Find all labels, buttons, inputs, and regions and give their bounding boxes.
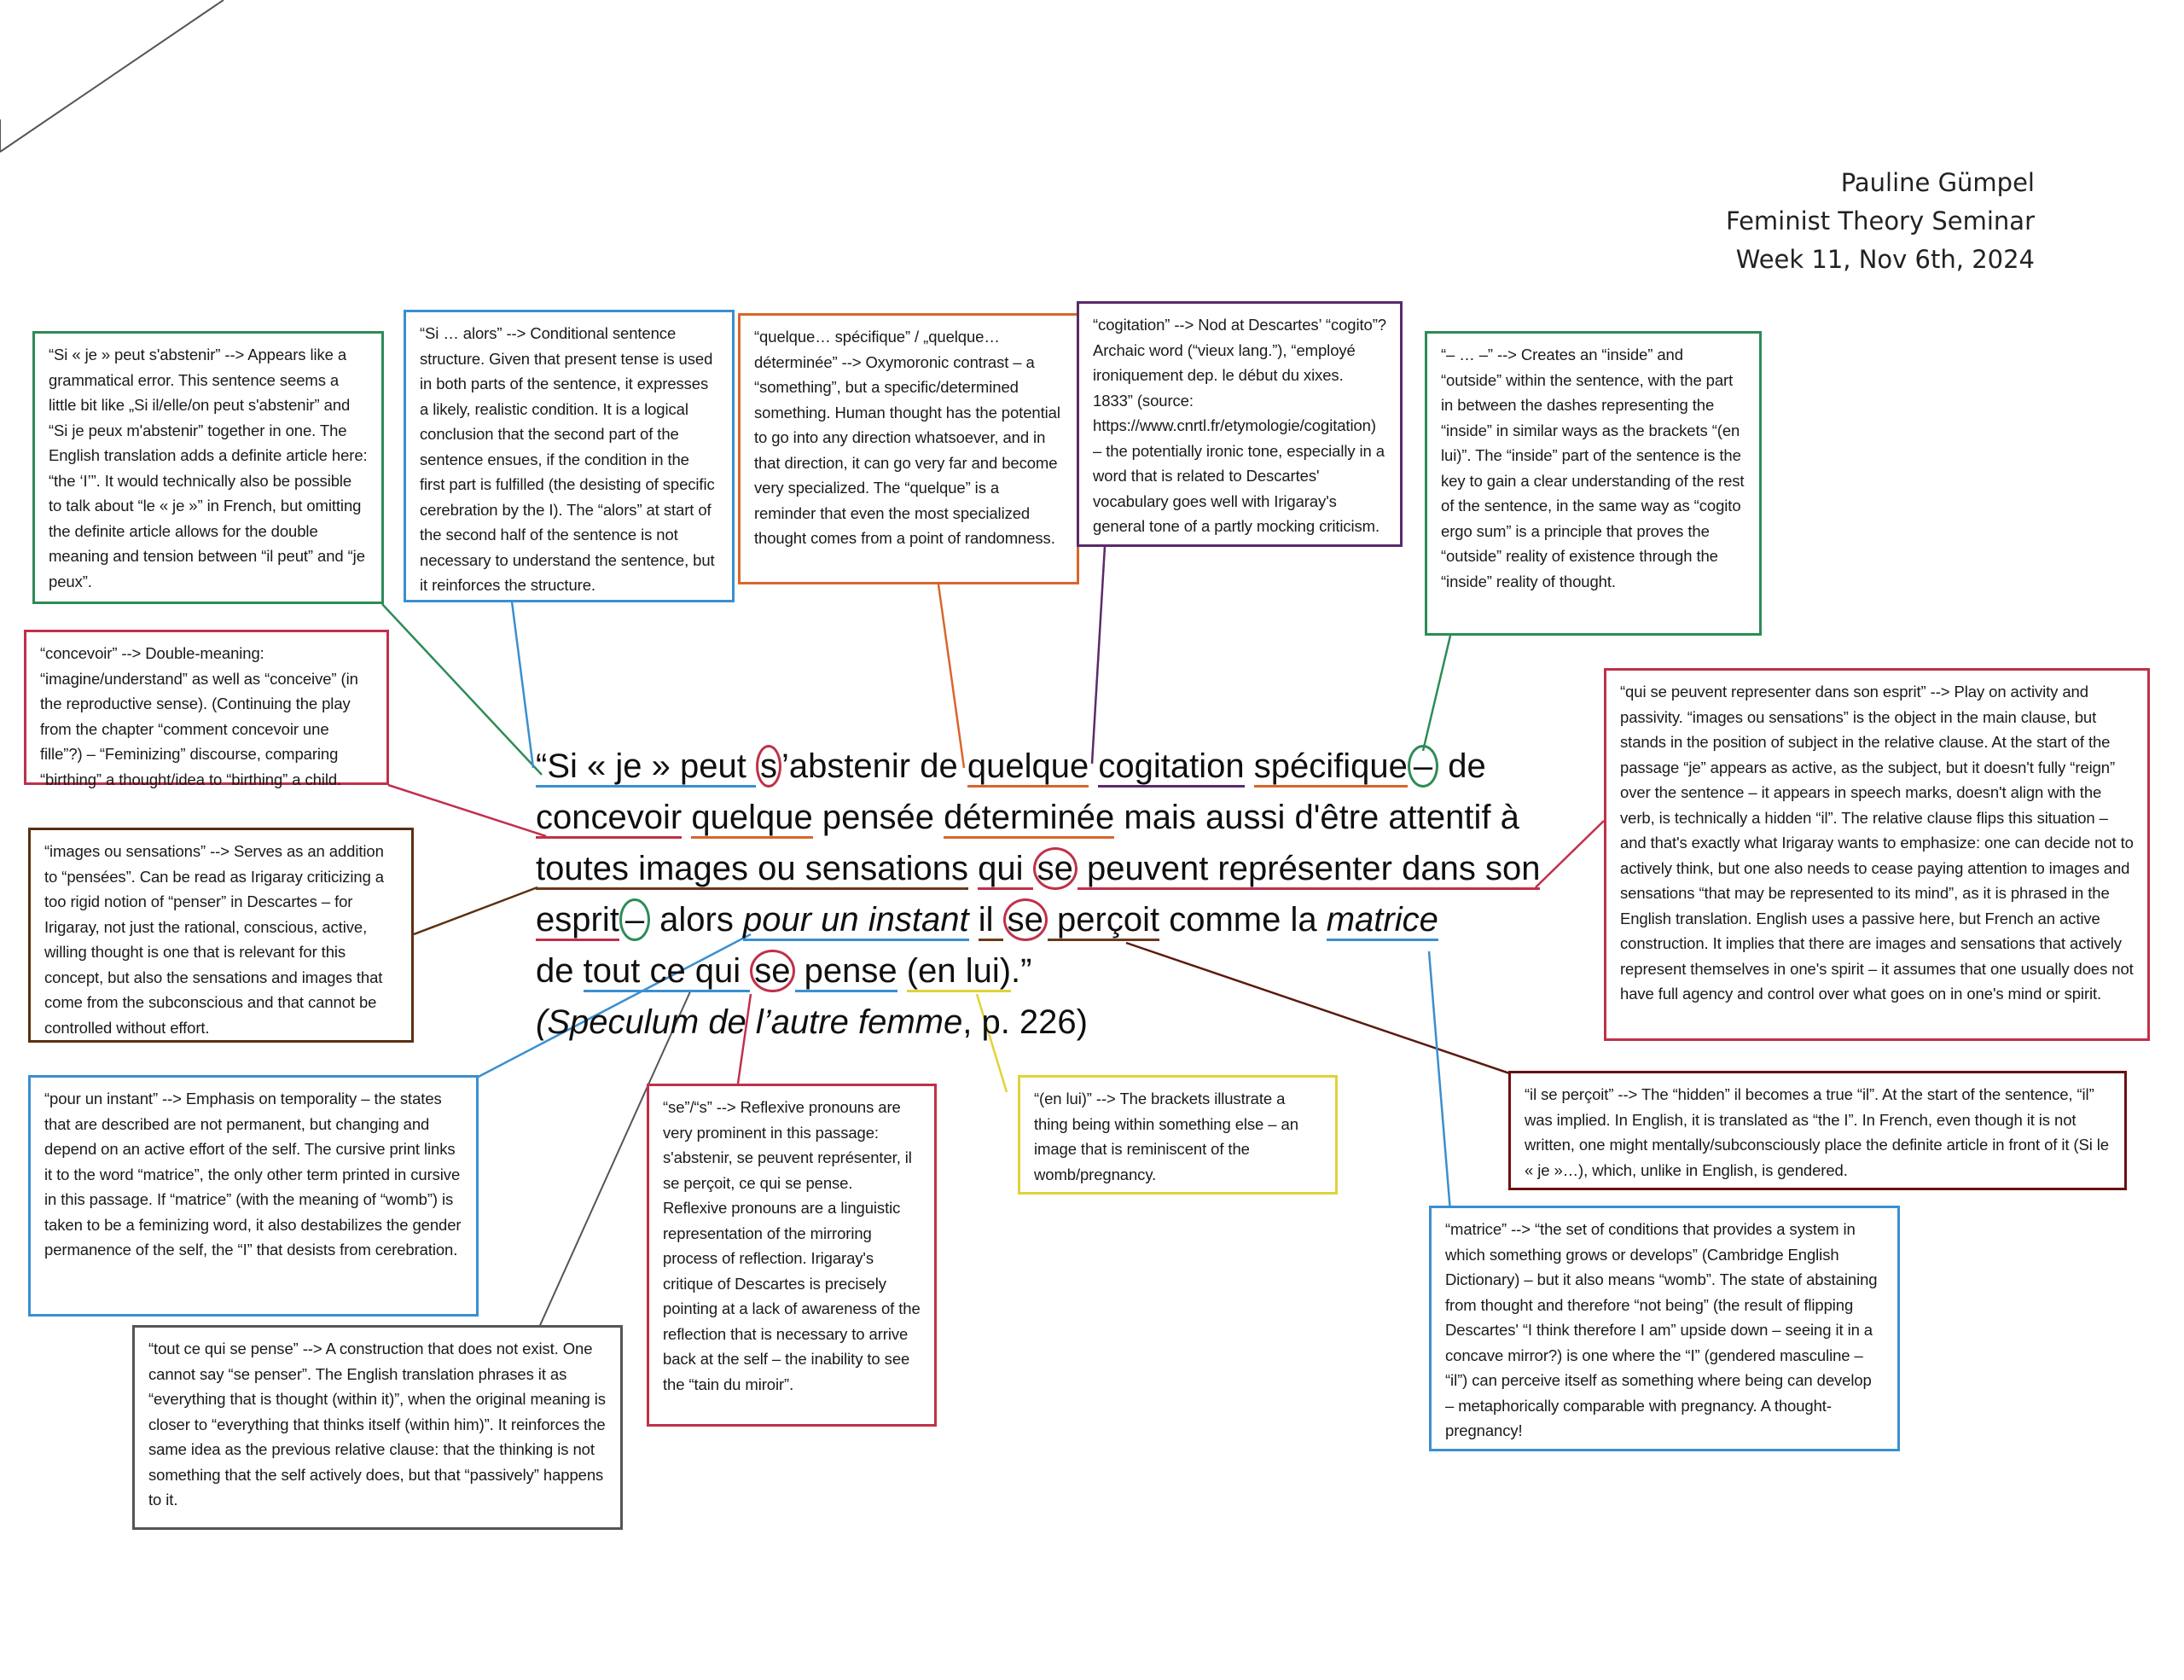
peuvent-phrase: peuvent représenter dans son bbox=[1077, 850, 1541, 890]
quote-line-5 bbox=[536, 945, 1551, 997]
qui-word: qui bbox=[978, 850, 1033, 890]
note-text: “matrice” --> “the set of conditions that provides a system in which something grows or develops” (Cambridge English Dictionary) – but it also means “womb”. The state of abstaining from thought and therefore “not being” (the result of flipping Descartes' “I think therefore I am” upside down – seeing it in a concave mirror?) is one where the “I” (gendered masculine – “il”) can perceive itself as something where being can develop – metaphorically comparable with pregnancy. A thought-pregnancy! bbox=[1445, 1220, 1878, 1439]
quote-line-4 bbox=[536, 894, 1551, 945]
pour-un-instant-phrase: pour un instant bbox=[743, 901, 969, 941]
note-text: “tout ce qui se pense” --> A construction that does not exist. One cannot say “se penser”. The English translation phrases it as “everything that is thought (within it)”, when the original meaning is closer to “everything that thinks itself (within him)”. It reinforces the same idea as the previous relative clause: that the thinking is not something that the self actively does, but that “passively” happens to it. bbox=[148, 1340, 606, 1509]
note-se bbox=[647, 1084, 937, 1427]
percoit-word: perçoit bbox=[1048, 901, 1159, 941]
quote-fragment: ’abstenir de bbox=[781, 747, 967, 785]
quote-fragment: .” bbox=[1011, 952, 1032, 990]
quote-fragment: de bbox=[536, 952, 584, 990]
tout-ce-qui-phrase: tout ce qui bbox=[584, 952, 751, 992]
page-corner-fold bbox=[0, 0, 224, 152]
note-text: “Si « je » peut s'abstenir” --> Appears like a grammatical error. This sentence seems a little bit like „Si il/elle/on peut s'abstenir” and “Si je peux m'abstenir” together in one. The English translation adds a definite article here: “the ‘I’”. It would technically also be possible to talk about “le « je »” in French, but omitting the definite article allows for the double meaning and tension between “il peut” and “je peux”. bbox=[49, 346, 368, 590]
il-word: il bbox=[979, 901, 1003, 941]
note-text: “Si … alors” --> Conditional sentence structure. Given that present tense is used in both parts of the sentence, it expresses a likely, realistic condition. It is a logical conclusion that the second part of the sentence ensues, if the condition in the first part is fulfilled (the desisting of specific cerebration by the I). The “alors” at start of the second half of the sentence is not necessary to understand the sentence, but it reinforces the structure. bbox=[420, 324, 715, 594]
document-header bbox=[1726, 164, 2035, 279]
note-si-je bbox=[32, 331, 384, 604]
note-text: “images ou sensations” --> Serves as an addition to “pensées”. Can be read as Irigaray criticizing a too rigid notion of “penser” in Descartes – for Irigaray, not just the rational, conscious, active, willing thought is one that is relevant for this concept, but also the sensations and images that come from the subconscious and that cannot be controlled without effort. bbox=[44, 842, 384, 1037]
matrice-word: matrice bbox=[1327, 901, 1438, 941]
quote-fragment: mais aussi d'être attentif à bbox=[1114, 799, 1519, 836]
en-lui-phrase: (en lui) bbox=[907, 952, 1011, 992]
quote-line-2 bbox=[536, 792, 1551, 843]
quote-line-1 bbox=[536, 741, 1551, 792]
dash-circle: – bbox=[1408, 745, 1438, 788]
specifique-word: spécifique bbox=[1254, 747, 1408, 788]
se-circle: s bbox=[756, 745, 781, 788]
note-cogitation bbox=[1077, 301, 1403, 547]
concevoir-word: concevoir bbox=[536, 799, 682, 839]
quote-fragment: de bbox=[1438, 747, 1486, 785]
quote-fragment bbox=[969, 901, 979, 939]
author-name: Pauline Gümpel bbox=[1840, 168, 2035, 197]
note-text: “il se perçoit” --> The “hidden” il becomes a true “il”. At the start of the sentence, “il” was implied. In English, it is translated as “the I”. In French, even though it is not written, one might mentally/subconsciously place the definite article in front of it (Si le « je »…), which, unlike in English, is gendered. bbox=[1525, 1085, 2109, 1179]
quelque-word-2: quelque bbox=[691, 799, 812, 839]
connector-images bbox=[414, 887, 537, 934]
quote-fragment bbox=[968, 850, 978, 887]
quote-fragment: , p. 226) bbox=[962, 1003, 1088, 1041]
quote-fragment: “Si « je » peut bbox=[536, 747, 756, 788]
connector-si-je bbox=[382, 604, 542, 775]
note-concevoir bbox=[24, 630, 389, 788]
note-text: “qui se peuvent representer dans son esprit” --> Play on activity and passivity. “images ou sensations” is the object in the main clause, but stands in the position of subject in the relative clause. At the start of the passage “je” appears as active, as the subject, but it doesn't fully “reign” over the sentence – it appears in speech marks, doesn't align with the verb, is technically a hidden “il”. The relative clause flips this situation – and that's exactly what Irigaray wants to emphasize: one can decide not to actively think, but one also needs to cease paying attention to images and sensations “that may be represented to its mind”, as it is phrased in the English translation. English uses a passive here, but French an active construction. It implies that there are images and sensations that actively represent themselves in one's spirit – it assumes that one usually does not have full agency and control over what goes on in one's mind or spirit. bbox=[1620, 683, 2134, 1003]
note-images bbox=[28, 828, 414, 1043]
esprit-word: esprit bbox=[536, 901, 619, 941]
source-title: Speculum de l’autre femme bbox=[547, 1003, 963, 1041]
se-circle: se bbox=[1033, 847, 1077, 890]
note-text: “– … –” --> Creates an “inside” and “outside” within the sentence, with the part in between the dashes representing the “inside” in similar ways as the brackets “(en lui)”. The “inside” part of the sentence is the key to gain a clear understanding of the rest of the sentence, in the same way as “cogito ergo sum” is a principle that proves the “outside” reality of existence through the “inside” reality of thought. bbox=[1441, 346, 1745, 590]
note-instant bbox=[28, 1075, 479, 1317]
quote-line-3 bbox=[536, 843, 1551, 894]
quote-fragment: pensée bbox=[812, 799, 944, 836]
quote-fragment: ( bbox=[536, 1003, 548, 1041]
note-tout-ce bbox=[132, 1325, 623, 1530]
quote-fragment: comme la bbox=[1159, 901, 1327, 939]
note-text: “quelque… spécifique” / „quelque… déterminée” --> Oxymoronic contrast – a “something”, but a specific/determined something. Human thought has the potential to go into any direction whatsoever, and in that direction, it can go very far and become very specialized. The “quelque” is a reminder that even the most specialized thought comes from a point of randomness. bbox=[754, 328, 1060, 547]
quote-citation bbox=[536, 997, 1551, 1048]
dash-circle: – bbox=[619, 898, 650, 941]
note-dashes bbox=[1425, 331, 1762, 636]
note-text: “concevoir” --> Double-meaning: “imagine/understand” as well as “conceive” (in the reproductive sense). (Continuing the play from the chapter “comment concevoir une fille”?) – “Feminizing” discourse, comparing “birthing” a thought/idea to “birthing” a child. bbox=[40, 644, 358, 788]
quote-fragment bbox=[1089, 747, 1098, 785]
note-text: “(en lui)” --> The brackets illustrate a thing being within something else – an image that is reminiscent of the womb/pregnancy. bbox=[1034, 1090, 1298, 1183]
connector-dashes bbox=[1423, 636, 1450, 751]
connector-cogitation bbox=[1092, 546, 1105, 764]
quote-fragment bbox=[1245, 747, 1254, 785]
quote-fragment bbox=[682, 799, 691, 836]
course-name: Feminist Theory Seminar bbox=[1726, 206, 2035, 235]
note-text: “pour un instant” --> Emphasis on temporality – the states that are described are not permanent, but changing and depend on an active effort of the self. The cursive print links it to the word “matrice”, the only other term printed in cursive in this passage. If “matrice” (with the meaning of “womb”) is taken to be a feminizing word, it also destabilizes the gender permanence of the self, the “I” that desists from cerebration. bbox=[44, 1090, 462, 1259]
document-date: Week 11, Nov 6th, 2024 bbox=[1735, 245, 2035, 274]
connector-si-alors bbox=[512, 602, 533, 768]
quote-fragment bbox=[897, 952, 907, 990]
pense-word: pense bbox=[795, 952, 897, 992]
cogitation-word: cogitation bbox=[1098, 747, 1244, 788]
quote-fragment: alors bbox=[650, 901, 743, 939]
note-si-alors bbox=[404, 310, 735, 602]
se-circle: se bbox=[750, 950, 794, 992]
quelque-word: quelque bbox=[967, 747, 1089, 788]
determinee-word: déterminée bbox=[944, 799, 1114, 839]
note-quelque bbox=[738, 313, 1079, 584]
images-phrase: toutes images ou sensations bbox=[536, 850, 968, 890]
note-qui-se bbox=[1604, 668, 2150, 1041]
note-text: “se”/“s” --> Reflexive pronouns are very prominent in this passage: s'abstenir, se peuvent représenter, il se perçoit, ce qui se pense. Reflexive pronouns are a linguistic representation of the mirroring process of reflection. Irigaray's critique of Descartes is precisely pointing at a lack of awareness of the reflection that is necessary to arrive back at the self – the inability to see the “tain du miroir”. bbox=[663, 1098, 921, 1393]
note-en-lui bbox=[1018, 1075, 1338, 1195]
note-matrice bbox=[1429, 1206, 1900, 1451]
note-text: “cogitation” --> Nod at Descartes’ “cogito”? Archaic word (“vieux lang.”), “employé ironiquement dep. le début du xixes. 1833” (source: https://www.cnrtl.fr/etymologie/cogitation) – the potentially ironic tone, especially in a word that is related to Descartes' vocabulary goes well with Irigaray's general tone of a partly mocking criticism. bbox=[1093, 316, 1386, 535]
se-circle: se bbox=[1003, 898, 1048, 941]
note-il-se bbox=[1508, 1071, 2127, 1190]
quoted-passage bbox=[536, 741, 1551, 1048]
